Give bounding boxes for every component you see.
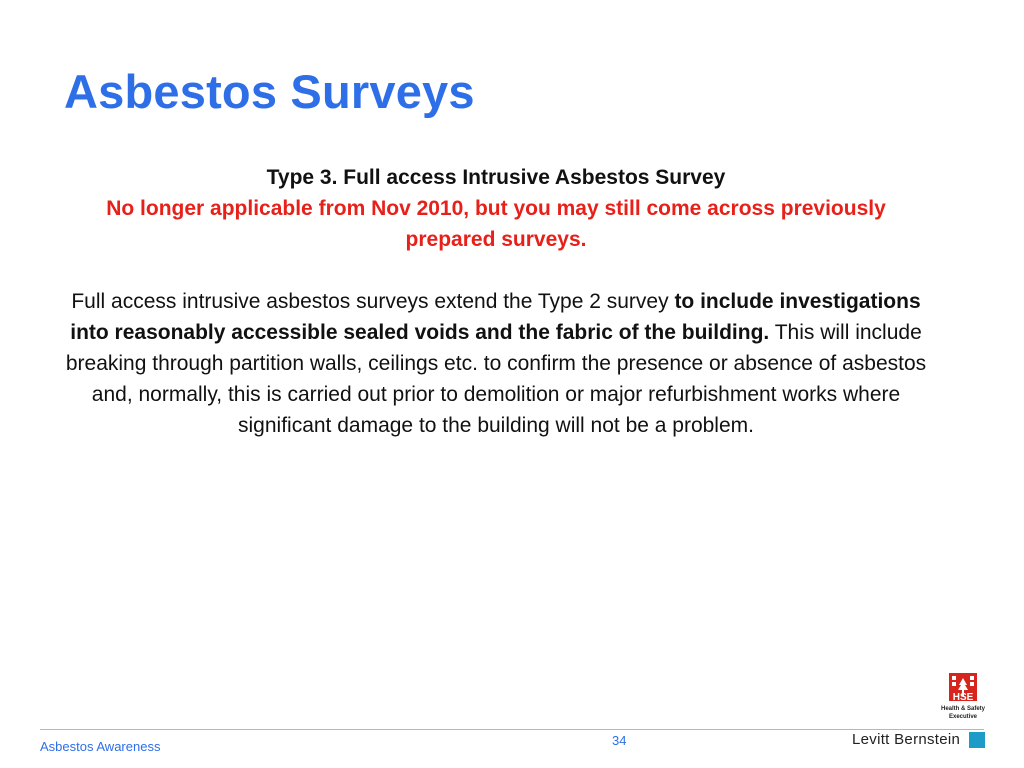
hse-abbr: HSE: [952, 692, 974, 703]
slide-title: Asbestos Surveys: [64, 65, 475, 118]
body-emphasis: to include investigations into reasonably accessible sealed voids and the fabric of the building.: [70, 290, 921, 344]
survey-type-heading: Type 3. Full access Intrusive Asbestos Survey: [266, 166, 726, 189]
body-paragraph: [60, 286, 932, 441]
page-number: 34: [612, 733, 627, 748]
footer-label: Asbestos Awareness: [40, 739, 161, 754]
notice-text: No longer applicable from Nov 2010, but you may still come across previously prepared surveys.: [106, 197, 886, 251]
hse-line2: Executive: [948, 714, 978, 720]
brand-name: Levitt Bernstein: [852, 731, 961, 748]
brand-square-icon: [969, 732, 985, 748]
hse-line1: Health & Safety: [940, 706, 986, 712]
slide-content: [60, 162, 932, 441]
body-rest: This will include breaking through partition walls, ceilings etc. to confirm the presence or absence of asbestos and, normally, this is carried out prior to demolition or major refurbishment works where significant damage to the building will not be a problem.: [65, 321, 927, 437]
body-intro: Full access intrusive asbestos surveys extend the Type 2 survey: [71, 290, 675, 313]
hse-logo-icon: [936, 672, 990, 722]
footer-divider: [40, 729, 984, 730]
